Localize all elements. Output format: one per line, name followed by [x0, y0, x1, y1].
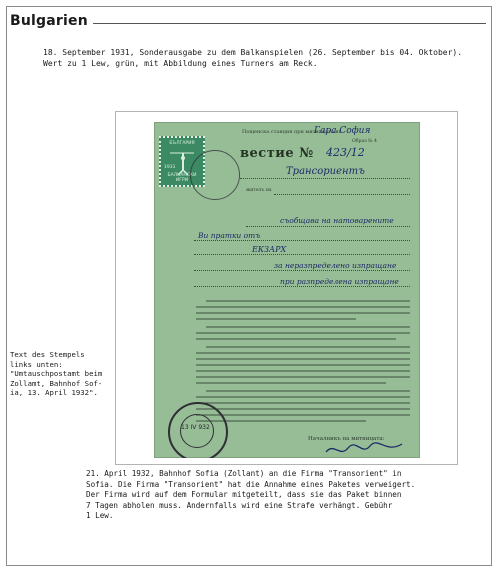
form-line	[274, 194, 410, 195]
form-number: Образ № 4	[352, 139, 377, 144]
handwritten-notice: съобщава на натоварените	[280, 216, 394, 225]
bottom-line: 21. April 1932, Bahnhof Sofia (Zollant) an die Firma "Transorient" in	[86, 469, 402, 478]
intro-description	[43, 47, 463, 69]
bottom-line: 7 Tagen abholen muss. Andernfalls wird eine Strafe verhängt. Gebühr	[86, 500, 393, 510]
handwritten-station: Гара София	[314, 126, 371, 136]
form-title: вестие №	[240, 146, 314, 161]
postal-notice-form	[154, 122, 420, 458]
stamp-cancellation	[190, 150, 240, 200]
stamp-text-caption	[10, 350, 114, 398]
stamp-bottom-text: БАЛКАНСКИ ИГРИ	[167, 173, 197, 183]
page-title: Bulgarien	[10, 13, 88, 29]
chief-label: Началникъ на митницата:	[308, 436, 385, 442]
printed-body-text	[196, 298, 410, 430]
postmark-inner-ring	[180, 414, 214, 448]
bottom-line: Der Firma wird auf dem Formular mitgeteilt, dass sie das Paket binnen	[86, 490, 402, 500]
form-line	[194, 270, 410, 271]
form-line	[246, 226, 410, 227]
address-label: жителъ на	[246, 188, 272, 193]
caption-line: Zollamt, Bahnhof Sof-	[10, 378, 103, 388]
form-line	[194, 240, 410, 241]
form-header-text: Пощенска станция при митницата въ	[242, 129, 342, 135]
handwritten-payment: за неразпределено изпращане	[274, 261, 397, 270]
stamp-country: БЪЛГАРИЯ	[169, 141, 195, 146]
caption-line: Text des Stempels	[10, 350, 85, 359]
bottom-description	[86, 469, 466, 522]
intro-line: 18. September 1931, Sonderausgabe zu dem Balkanspielen (26. September bis 04. Oktober).	[43, 48, 463, 57]
caption-line: links unten:	[10, 359, 63, 369]
handwritten-date: ЕКЗАРХ	[252, 245, 287, 254]
bottom-line: 1 Lew.	[86, 511, 114, 521]
caption-line: "Umtauschpostamt beim	[10, 369, 103, 378]
intro-line: Wert zu 1 Lew, grün, mit Abbildung eines Turners am Reck.	[43, 59, 318, 68]
handwritten-notice: Ви пратки отъ	[198, 231, 261, 240]
form-line	[194, 254, 410, 255]
postmark-date: 13 IV 932	[181, 424, 210, 431]
handwritten-number: 423/12	[326, 146, 365, 159]
form-line	[240, 178, 410, 179]
signature-icon	[324, 440, 404, 458]
caption-line: ia, 13. April 1932".	[10, 388, 98, 397]
bottom-line: Sofia. Die Firma "Transorient" hat die Annahme eines Paketes verweigert.	[86, 479, 416, 489]
handwritten-addressee: Трансориентъ	[286, 166, 365, 177]
handwritten-payment: при разпределена изпращане	[280, 277, 399, 286]
stamp-year: 1931	[164, 165, 176, 170]
header-rule	[93, 23, 486, 24]
form-line	[194, 286, 410, 287]
